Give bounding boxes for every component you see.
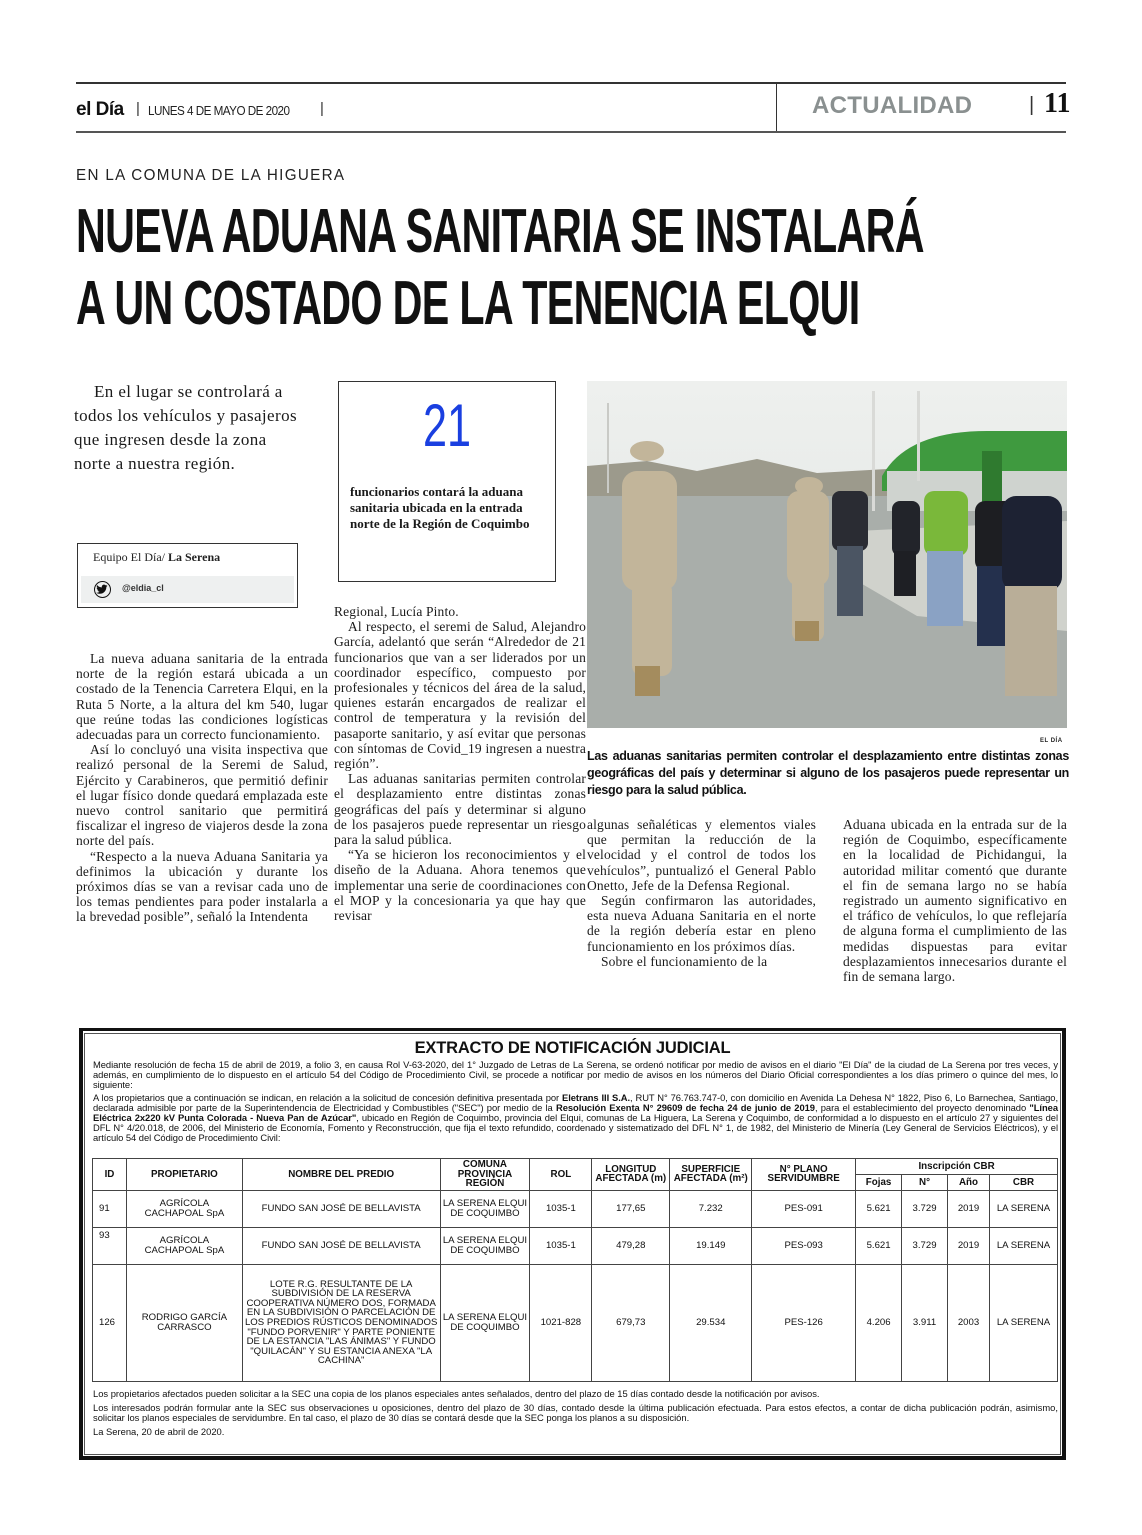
header-top-rule (76, 82, 1066, 84)
cell-id: 126 (93, 1264, 127, 1381)
cell-location: LA SERENA ELQUI DE COQUIMBO (440, 1227, 530, 1264)
cell-cbr: LA SERENA (989, 1190, 1057, 1227)
table-row (93, 1227, 1058, 1264)
cell-owner: AGRÍCOLA CACHAPOAL SpA (126, 1227, 242, 1264)
body-column-2 (334, 604, 586, 923)
col-header-area: SUPERFICIE AFECTADA (m²) (670, 1159, 752, 1191)
cell-year: 2003 (948, 1264, 990, 1381)
paragraph: Aduana ubicada en la entrada sur de la región de Coquimbo, específicamente en la localidad de Pichidangui, la autoridad militar comentó que durante el fin de semana largo no se había registrado un aumento significativo en el tráfico de vehículos, lo que reflejaría de alguna forma el cumplimiento de las medidas dispuestas para evitar desplazamientos innecesarios durante el fin de semana largo. (843, 817, 1067, 985)
cell-plan: PES-091 (752, 1190, 856, 1227)
paragraph: Sobre el funcionamiento de la (601, 953, 768, 969)
col-header-id: ID (93, 1159, 127, 1191)
cell-length: 679,73 (592, 1264, 670, 1381)
paragraph: La nueva aduana sanitaria de la entrada norte de la región estará ubicada a un costado de la Tenencia Carretera Elqui, en la Ruta 5 Norte, a la altura del km 540, lugar que reúne todas las condiciones logísticas adecuadas para un correcto funcionamiento. (76, 651, 328, 743)
cell-area: 29.534 (670, 1264, 752, 1381)
table-row (93, 1190, 1058, 1227)
separator: | (320, 100, 324, 117)
paragraph: Al respecto, el seremi de Salud, Alejandro García, adelantó que serán “Alrededor de 21 funcionarios que van a ser liderados por un coordinador específico, compuesto por profesionales y técnicos del área de la salud, quienes estarán encargados de realizar el control de temperatura y la revisión del pasaporte sanitario, y así evitar que personas con síntomas de Covid_19 ingresen a nuestra región”. (334, 619, 586, 772)
photo-credit: EL DÍA (1040, 738, 1063, 744)
byline (93, 550, 220, 565)
cell-fojas: 4.206 (856, 1264, 902, 1381)
intro-text: En el lugar se controlará a todos los vehículos y pasajeros que ingresen desde la zona norte a nuestra región. (74, 382, 297, 473)
separator: | (1029, 94, 1035, 116)
cell-property: LOTE R.G. RESULTANTE DE LA SUBDIVISIÓN DE LA RESERVA COOPERATIVA NÚMERO DOS, FORMADA EN LA SUBDIVISIÓN O PARCELACIÓN DE LOS PREDIOS RÚSTICOS DENOMINADOS "FUNDO PORVENIR" Y PARTE PONIENTE DE LA ESTANCIA "LAS ÁNIMAS" Y FUNDO "QUILACÁN" Y SU ESTANCIA ANEXA "LA CACHINA" (242, 1264, 440, 1381)
fact-text: funcionarios contará la aduana sanitaria ubicada en la entrada norte de la Región de Coquimbo (350, 484, 530, 531)
col-header-fojas: Fojas (856, 1174, 902, 1190)
article-headline (76, 196, 924, 340)
headline-line-2: A UN COSTADO DE LA TENENCIA ELQUI (76, 269, 860, 338)
cell-num: 3.911 (902, 1264, 948, 1381)
header-divider (776, 82, 777, 132)
page-number: 11 (1044, 88, 1071, 119)
separator: | (136, 100, 140, 117)
legal-text: , ubicado en Región de Coquimbo, provincia del Elqui, comunas de La Higuera, La Serena y Coquimbo, de conformidad a lo dispuesto en el artículo 27 y siguientes del DFL N° 4/20.018, de 2006, del Ministerio de Economía, Fomento y Reconstrucción, que fija el texto refundido, coordenado y sistematizado del DFL N° 1, de 1982, del Ministerio de Minería (Ley General de Servicios Eléctricos), y el artículo 54 del Código de Procedimiento Civil: (93, 1112, 1058, 1143)
cell-rol: 1035-1 (530, 1190, 592, 1227)
body-column-3 (587, 817, 816, 969)
cell-num: 3.729 (902, 1227, 948, 1264)
col-header-num: N° (902, 1174, 948, 1190)
legal-footer-2: Los interesados podrán formular ante la SEC sus observaciones u oposiciones, dentro del plazo de 30 días, contado desde la última publicación efectuada. Para estos efectos, a contar de dicha publicación podrán, asimismo, solicitar los planos especiales de servidumbre. En tal caso, el plazo de 30 días se contará desde que la SEC ponga los planos a su disposición. (93, 1402, 1058, 1423)
byline-box (77, 543, 298, 608)
cell-fojas: 5.621 (856, 1227, 902, 1264)
properties-table (92, 1158, 1058, 1382)
newspaper-logo: el Día (76, 99, 124, 120)
legal-title: EXTRACTO DE NOTIFICACIÓN JUDICIAL (414, 1039, 731, 1057)
cell-fojas: 5.621 (856, 1190, 902, 1227)
fact-number: 21 (422, 392, 472, 459)
cell-plan: PES-126 (752, 1264, 856, 1381)
cell-num: 3.729 (902, 1190, 948, 1227)
paragraph: Regional, Lucía Pinto. (334, 604, 459, 619)
legal-notice (79, 1028, 1066, 1460)
col-header-rol: ROL (530, 1159, 592, 1191)
company-name: Eletrans III S.A. (562, 1092, 631, 1103)
article-photo (587, 381, 1067, 728)
twitter-handle[interactable]: @eldia_cl (122, 583, 164, 593)
body-column-4 (843, 817, 1067, 984)
legal-paragraph-2 (93, 1093, 1058, 1143)
col-header-property: NOMBRE DEL PREDIO (242, 1159, 440, 1191)
cell-year: 2019 (948, 1227, 990, 1264)
legal-text: A los propietarios que a continuación se indican, en relación a la solicitud de concesión definitiva presentada por (93, 1092, 562, 1103)
col-header-length: LONGITUD AFECTADA (m) (592, 1159, 670, 1191)
cell-area: 19.149 (670, 1227, 752, 1264)
table-row (93, 1264, 1058, 1381)
byline-author: Equipo El Día/ (93, 550, 165, 564)
cell-area: 7.232 (670, 1190, 752, 1227)
col-header-cbr: CBR (989, 1174, 1057, 1190)
cell-property: FUNDO SAN JOSÉ DE BELLAVISTA (242, 1227, 440, 1264)
cell-location: LA SERENA ELQUI DE COQUIMBO (440, 1190, 530, 1227)
cell-length: 479,28 (592, 1227, 670, 1264)
paragraph: Según confirmaron las autoridades, esta nueva Aduana Sanitaria en el norte de la región debería estar en pleno funcionamiento en los próximos días. (587, 893, 816, 954)
cell-id: 91 (93, 1190, 127, 1227)
col-header-owner: PROPIETARIO (126, 1159, 242, 1191)
headline-line-1: NUEVA ADUANA SANITARIA SE INSTALARÁ (76, 197, 924, 266)
cell-property: FUNDO SAN JOSÉ DE BELLAVISTA (242, 1190, 440, 1227)
cell-owner: RODRIGO GARCÍA CARRASCO (126, 1264, 242, 1381)
fact-box (338, 381, 556, 582)
cell-id: 93 (93, 1227, 127, 1264)
legal-text: , RUT N° 76.763.747-0, con domicilio en Avenida La Dehesa N° 1822, Piso 6, Lo Barnechea, Santiago, declarada admisible por parte de la Superintendencia de Electricidad y Combustibles ("SEC") por medio de la (93, 1092, 1058, 1113)
paragraph: algunas señaléticas y elementos viales que permitan la reducción de la velocidad y el control de todos los vehículos”, puntualizó el General Pablo Onetto, Jefe de la Defensa Regional. (587, 817, 816, 893)
cell-owner: AGRÍCOLA CACHAPOAL SpA (126, 1190, 242, 1227)
cell-length: 177,65 (592, 1190, 670, 1227)
photo-caption: Las aduanas sanitarias permiten controlar el desplazamiento entre distintas zonas geográficas del país y determinar si alguno de los pasajeros puede representar un riesgo para la salud pública. (587, 749, 1069, 797)
cell-cbr: LA SERENA (989, 1264, 1057, 1381)
col-header-cbr-group: Inscripción CBR (856, 1159, 1058, 1175)
cell-year: 2019 (948, 1190, 990, 1227)
legal-signature: La Serena, 20 de abril de 2020. (93, 1426, 225, 1437)
section-label: ACTUALIDAD (812, 92, 973, 119)
paragraph: “Respecto a la nueva Aduana Sanitaria ya definimos la ubicación y durante los próximos días se van a revisar cada uno de los temas pendientes para poder instalarla a la brevedad posible”, señaló la Intendenta (76, 848, 328, 925)
table-header-row (93, 1159, 1058, 1175)
col-header-plan: N° PLANO SERVIDUMBRE (752, 1159, 856, 1191)
header-bottom-rule (76, 131, 1066, 133)
cell-rol: 1035-1 (530, 1227, 592, 1264)
paragraph: Así lo concluyó una visita inspectiva que realizó personal de la Seremi de Salud, Ejército y Carabineros, que permitió definir el lugar físico donde quedará emplazada este nuevo control sanitario que permitirá fiscalizar el ingreso de viajeros desde la zona norte del país. (76, 742, 328, 849)
cell-location: LA SERENA ELQUI DE COQUIMBO (440, 1264, 530, 1381)
body-column-1 (76, 651, 328, 925)
cell-plan: PES-093 (752, 1227, 856, 1264)
col-header-year: Año (948, 1174, 990, 1190)
paragraph: “Ya se hicieron los reconocimientos y el diseño de la Aduana. Ahora tenemos que implementar una serie de coordinaciones con el MOP y la concesionaria ya que hay que revisar (334, 847, 586, 924)
byline-location: La Serena (168, 550, 221, 564)
legal-footer-1: Los propietarios afectados pueden solicitar a la SEC una copia de los planos especiales antes señalados, dentro del plazo de 15 días contado desde la notificación por avisos. (93, 1388, 820, 1399)
paragraph: Las aduanas sanitarias permiten controlar el desplazamiento entre distintas zonas geográficas del país y determinar si alguno de los pasajeros puede representar un riesgo para la salud pública. (334, 771, 586, 848)
twitter-row (81, 576, 294, 603)
cell-cbr: LA SERENA (989, 1227, 1057, 1264)
article-intro (74, 380, 304, 476)
issue-date: LUNES 4 DE MAYO DE 2020 (148, 103, 290, 118)
col-header-location: COMUNA PROVINCIA REGIÓN (440, 1159, 530, 1191)
photo-scene (587, 381, 1067, 728)
twitter-bird-icon (94, 581, 111, 598)
cell-rol: 1021-828 (530, 1264, 592, 1381)
article-kicker: EN LA COMUNA DE LA HIGUERA (76, 167, 346, 184)
legal-paragraph-1: Mediante resolución de fecha 15 de abril de 2019, a folio 3, en causa Rol V-63-2020, del 1° Juzgado de Letras de La Serena, se ordenó notificar por medio de avisos en el diario "El Día" de la ciudad de La Serena por tres veces, y además, en cumplimiento de lo dispuesto en el artículo 54 del Código de Procedimiento Civil, se procede a notificar por medio de avisos en los números del Diario Oficial correspondientes a los días primero o quince del mes, lo siguiente: (93, 1059, 1058, 1090)
resolution-ref: Resolución Exenta N° 29609 de fecha 24 de junio de 2019 (555, 1102, 815, 1113)
legal-text: , para el establecimiento del proyecto denominado (814, 1102, 1030, 1113)
project-name: "Línea Eléctrica 2x220 kV Punta Colorada - Nueva Pan de Azúcar" (93, 1102, 1058, 1123)
